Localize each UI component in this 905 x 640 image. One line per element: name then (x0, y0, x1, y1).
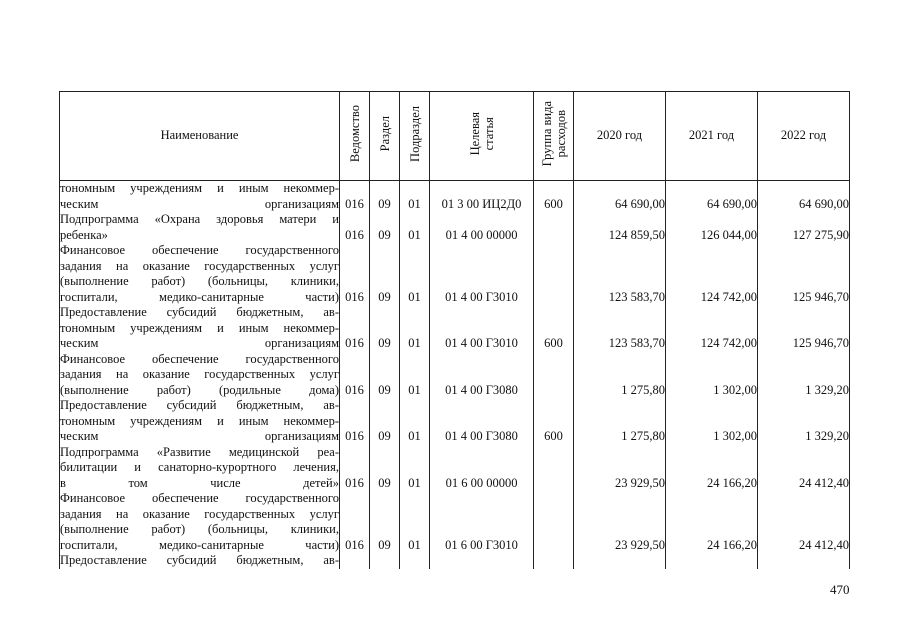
row-vedomstvo: 016 (340, 491, 370, 553)
budget-table (59, 91, 850, 569)
header-razdel: Раздел (370, 92, 400, 181)
row-target-article: 01 4 00 Г3080 (430, 398, 534, 445)
row-name-line: Предоставление субсидий бюджетным, ав- (60, 398, 339, 412)
table-header (60, 92, 850, 181)
row-expense-group (534, 553, 574, 569)
row-expense-group: 600 (534, 305, 574, 352)
row-expense-group: 600 (534, 398, 574, 445)
row-name-line: билитации и санаторно-курортного лечения, (60, 460, 339, 474)
row-podrazdel: 01 (400, 305, 430, 352)
row-name-line: госпитали, медико-санитарные части) (60, 537, 339, 552)
row-amount-2022: 64 690,00 (758, 181, 850, 213)
row-razdel: 09 (370, 491, 400, 553)
row-razdel: 09 (370, 181, 400, 213)
row-podrazdel: 01 (400, 181, 430, 213)
row-razdel: 09 (370, 305, 400, 352)
row-name-line: Финансовое обеспечение государственного (60, 243, 339, 257)
row-amount-2020: 64 690,00 (574, 181, 666, 213)
row-name-line: (выполнение работ) (родильные дома) (60, 382, 339, 397)
row-amount-2020: 1 275,80 (574, 398, 666, 445)
table-row (60, 445, 850, 492)
row-target-article: 01 4 00 Г3010 (430, 305, 534, 352)
row-name (60, 181, 340, 213)
row-podrazdel: 01 (400, 212, 430, 243)
row-target-article: 01 4 00 00000 (430, 212, 534, 243)
row-name-line: Финансовое обеспечение государственного (60, 351, 339, 366)
row-vedomstvo: 016 (340, 243, 370, 305)
row-vedomstvo: 016 (340, 181, 370, 213)
row-name (60, 305, 340, 352)
row-expense-group: 600 (534, 181, 574, 213)
row-expense-group (534, 491, 574, 553)
row-name-line: тономным учреждениям и иным некоммер- (60, 413, 339, 428)
row-vedomstvo: 016 (340, 352, 370, 399)
row-podrazdel: 01 (400, 352, 430, 399)
row-name (60, 445, 340, 492)
row-razdel (370, 553, 400, 569)
row-name-line: Подпрограмма «Развитие медицинской реа- (60, 444, 339, 459)
row-amount-2022: 24 412,40 (758, 445, 850, 492)
row-name-line: госпитали, медико-санитарные части) (60, 289, 339, 304)
row-razdel: 09 (370, 398, 400, 445)
row-name (60, 243, 340, 305)
row-target-article: 01 4 00 Г3010 (430, 243, 534, 305)
row-amount-2022: 1 329,20 (758, 352, 850, 399)
page-number: 470 (830, 582, 850, 597)
row-target-article: 01 6 00 Г3010 (430, 491, 534, 553)
row-amount-2021: 24 166,20 (666, 445, 758, 492)
row-name-line: задания на оказание государственных услуг (60, 258, 339, 273)
row-razdel: 09 (370, 212, 400, 243)
row-name-line: ребенка» (60, 227, 108, 242)
row-name-line: (выполнение работ) (больницы, клиники, (60, 274, 339, 288)
row-amount-2021: 124 742,00 (666, 243, 758, 305)
row-target-article (430, 553, 534, 569)
header-podrazdel: Подраздел (400, 92, 430, 181)
row-amount-2021 (666, 553, 758, 569)
row-amount-2020 (574, 553, 666, 569)
row-name-line: Предоставление субсидий бюджетным, ав- (60, 305, 339, 319)
header-name: Наименование (60, 92, 340, 181)
row-amount-2021: 64 690,00 (666, 181, 758, 213)
table-body (60, 181, 850, 569)
row-name (60, 491, 340, 553)
row-amount-2021: 24 166,20 (666, 491, 758, 553)
table-row (60, 212, 850, 243)
header-expense-group: Группа вида расходов (534, 92, 574, 181)
row-amount-2020: 23 929,50 (574, 491, 666, 553)
row-razdel: 09 (370, 243, 400, 305)
row-expense-group (534, 212, 574, 243)
row-name-line: ческим организациям (60, 336, 339, 350)
row-amount-2020: 1 275,80 (574, 352, 666, 399)
row-razdel: 09 (370, 445, 400, 492)
row-expense-group (534, 243, 574, 305)
row-amount-2021: 1 302,00 (666, 352, 758, 399)
row-name-line: ческим организациям (60, 196, 339, 211)
table-row (60, 243, 850, 305)
row-amount-2020: 23 929,50 (574, 445, 666, 492)
header-2022: 2022 год (758, 92, 850, 181)
row-name (60, 553, 340, 569)
table-row (60, 352, 850, 399)
row-name-line: тономным учреждениям и иным некоммер- (60, 320, 339, 335)
row-podrazdel: 01 (400, 243, 430, 305)
row-amount-2022: 125 946,70 (758, 305, 850, 352)
row-name-line: задания на оказание государственных услуг (60, 367, 339, 381)
row-podrazdel (400, 553, 430, 569)
row-name-line: тономным учреждениям и иным некоммер- (60, 181, 339, 195)
row-target-article: 01 6 00 00000 (430, 445, 534, 492)
row-name-line: Предоставление субсидий бюджетным, ав- (60, 553, 339, 567)
row-name (60, 212, 340, 243)
row-vedomstvo: 016 (340, 305, 370, 352)
header-target-article: Целевая статья (430, 92, 534, 181)
row-name (60, 398, 340, 445)
row-podrazdel: 01 (400, 398, 430, 445)
row-target-article: 01 4 00 Г3080 (430, 352, 534, 399)
table-row (60, 491, 850, 553)
row-name-line: Финансовое обеспечение государственного (60, 491, 339, 505)
row-amount-2020: 124 859,50 (574, 212, 666, 243)
row-vedomstvo: 016 (340, 398, 370, 445)
row-amount-2022 (758, 553, 850, 569)
row-amount-2020: 123 583,70 (574, 305, 666, 352)
row-amount-2022: 127 275,90 (758, 212, 850, 243)
row-target-article: 01 3 00 ИЦ2Д0 (430, 181, 534, 213)
row-amount-2021: 124 742,00 (666, 305, 758, 352)
table-row (60, 398, 850, 445)
row-vedomstvo: 016 (340, 445, 370, 492)
row-name-line: Подпрограмма «Охрана здоровья матери и (60, 212, 339, 226)
row-vedomstvo: 016 (340, 212, 370, 243)
table-row (60, 305, 850, 352)
row-razdel: 09 (370, 352, 400, 399)
header-2021: 2021 год (666, 92, 758, 181)
table-row (60, 553, 850, 569)
header-vedomstvo: Ведомство (340, 92, 370, 181)
row-podrazdel: 01 (400, 445, 430, 492)
row-name-line: в том числе детей» (60, 475, 339, 490)
table-row (60, 181, 850, 213)
row-name-line: ческим организациям (60, 429, 339, 443)
row-name-line: задания на оказание государственных услуг (60, 506, 339, 521)
row-amount-2021: 1 302,00 (666, 398, 758, 445)
header-2020: 2020 год (574, 92, 666, 181)
row-amount-2022: 125 946,70 (758, 243, 850, 305)
row-podrazdel: 01 (400, 491, 430, 553)
row-expense-group (534, 445, 574, 492)
row-amount-2022: 1 329,20 (758, 398, 850, 445)
row-expense-group (534, 352, 574, 399)
row-name (60, 352, 340, 399)
row-vedomstvo (340, 553, 370, 569)
row-amount-2020: 123 583,70 (574, 243, 666, 305)
row-amount-2021: 126 044,00 (666, 212, 758, 243)
row-name-line: (выполнение работ) (больницы, клиники, (60, 522, 339, 536)
row-amount-2022: 24 412,40 (758, 491, 850, 553)
